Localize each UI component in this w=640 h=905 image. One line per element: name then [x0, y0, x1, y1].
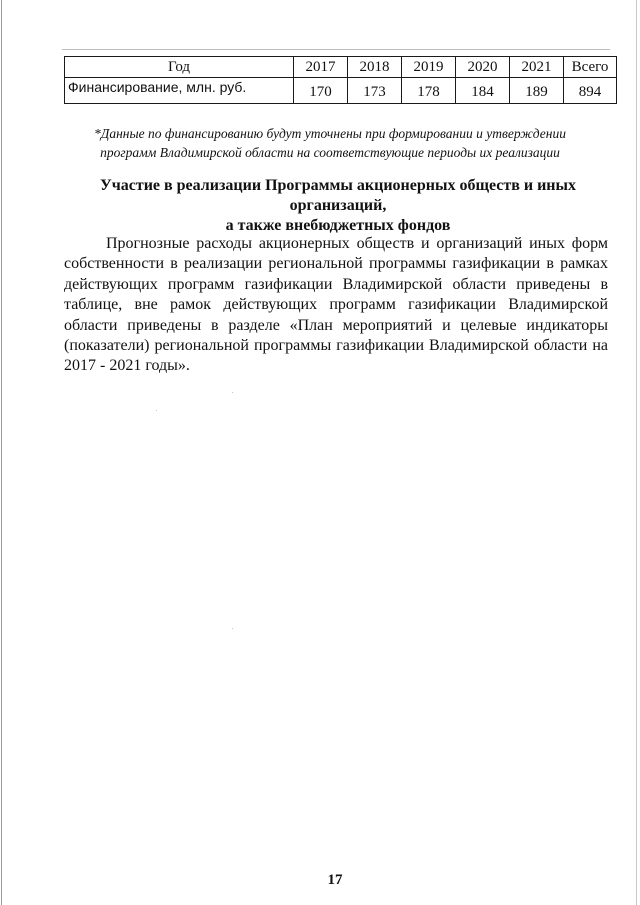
- body-text: [64, 234, 608, 377]
- section-heading-line-2: а также внебюджетных фондов: [225, 217, 451, 234]
- funding-table: [64, 56, 617, 104]
- funding-footnote: [70, 124, 590, 162]
- value-2020: 184: [456, 78, 510, 104]
- value-2019: 178: [402, 78, 456, 104]
- section-heading-line-1: Участие в реализации Программы акционерных обществ и иных организаций,: [99, 177, 577, 214]
- top-rule: [62, 49, 610, 50]
- row-label-funding: Финансирование, млн. руб.: [65, 78, 294, 104]
- value-2018: 173: [348, 78, 402, 104]
- header-year-2021: 2021: [510, 57, 564, 78]
- header-year-2019: 2019: [402, 57, 456, 78]
- table-row: [65, 78, 617, 104]
- header-year-label: Год: [65, 57, 294, 78]
- footnote-line-2: программ Владимирской области на соответствующие периоды их реализации: [100, 145, 560, 160]
- header-total: Всего: [564, 57, 617, 78]
- scan-right-edge: [636, 0, 637, 905]
- scan-left-edge: [1, 0, 2, 905]
- header-year-2020: 2020: [456, 57, 510, 78]
- table-header-row: [65, 57, 617, 78]
- header-year-2017: 2017: [294, 57, 348, 78]
- header-year-2018: 2018: [348, 57, 402, 78]
- scan-speck: [232, 392, 233, 393]
- scan-speck: [156, 410, 157, 411]
- body-paragraph: Прогнозные расходы акционерных обществ и организаций иных форм собственности в реализации региональной программы газификации в рамках действующих программ газификации Владимирской области приведены в таблице, вне рамок действующих программ газификации Владимирской области приведены в разделе «План мероприятий и целевые индикаторы (показатели) региональной программы газификации Владимирской области на 2017 - 2021 годы».: [64, 235, 608, 375]
- page-number: 17: [327, 872, 343, 888]
- footnote-line-1: *Данные по финансированию будут уточнены при формировании и утверждении: [94, 126, 566, 141]
- value-2021: 189: [510, 78, 564, 104]
- value-total: 894: [564, 78, 617, 104]
- value-2017: 170: [294, 78, 348, 104]
- section-heading: [62, 176, 614, 236]
- scan-speck: [232, 628, 233, 629]
